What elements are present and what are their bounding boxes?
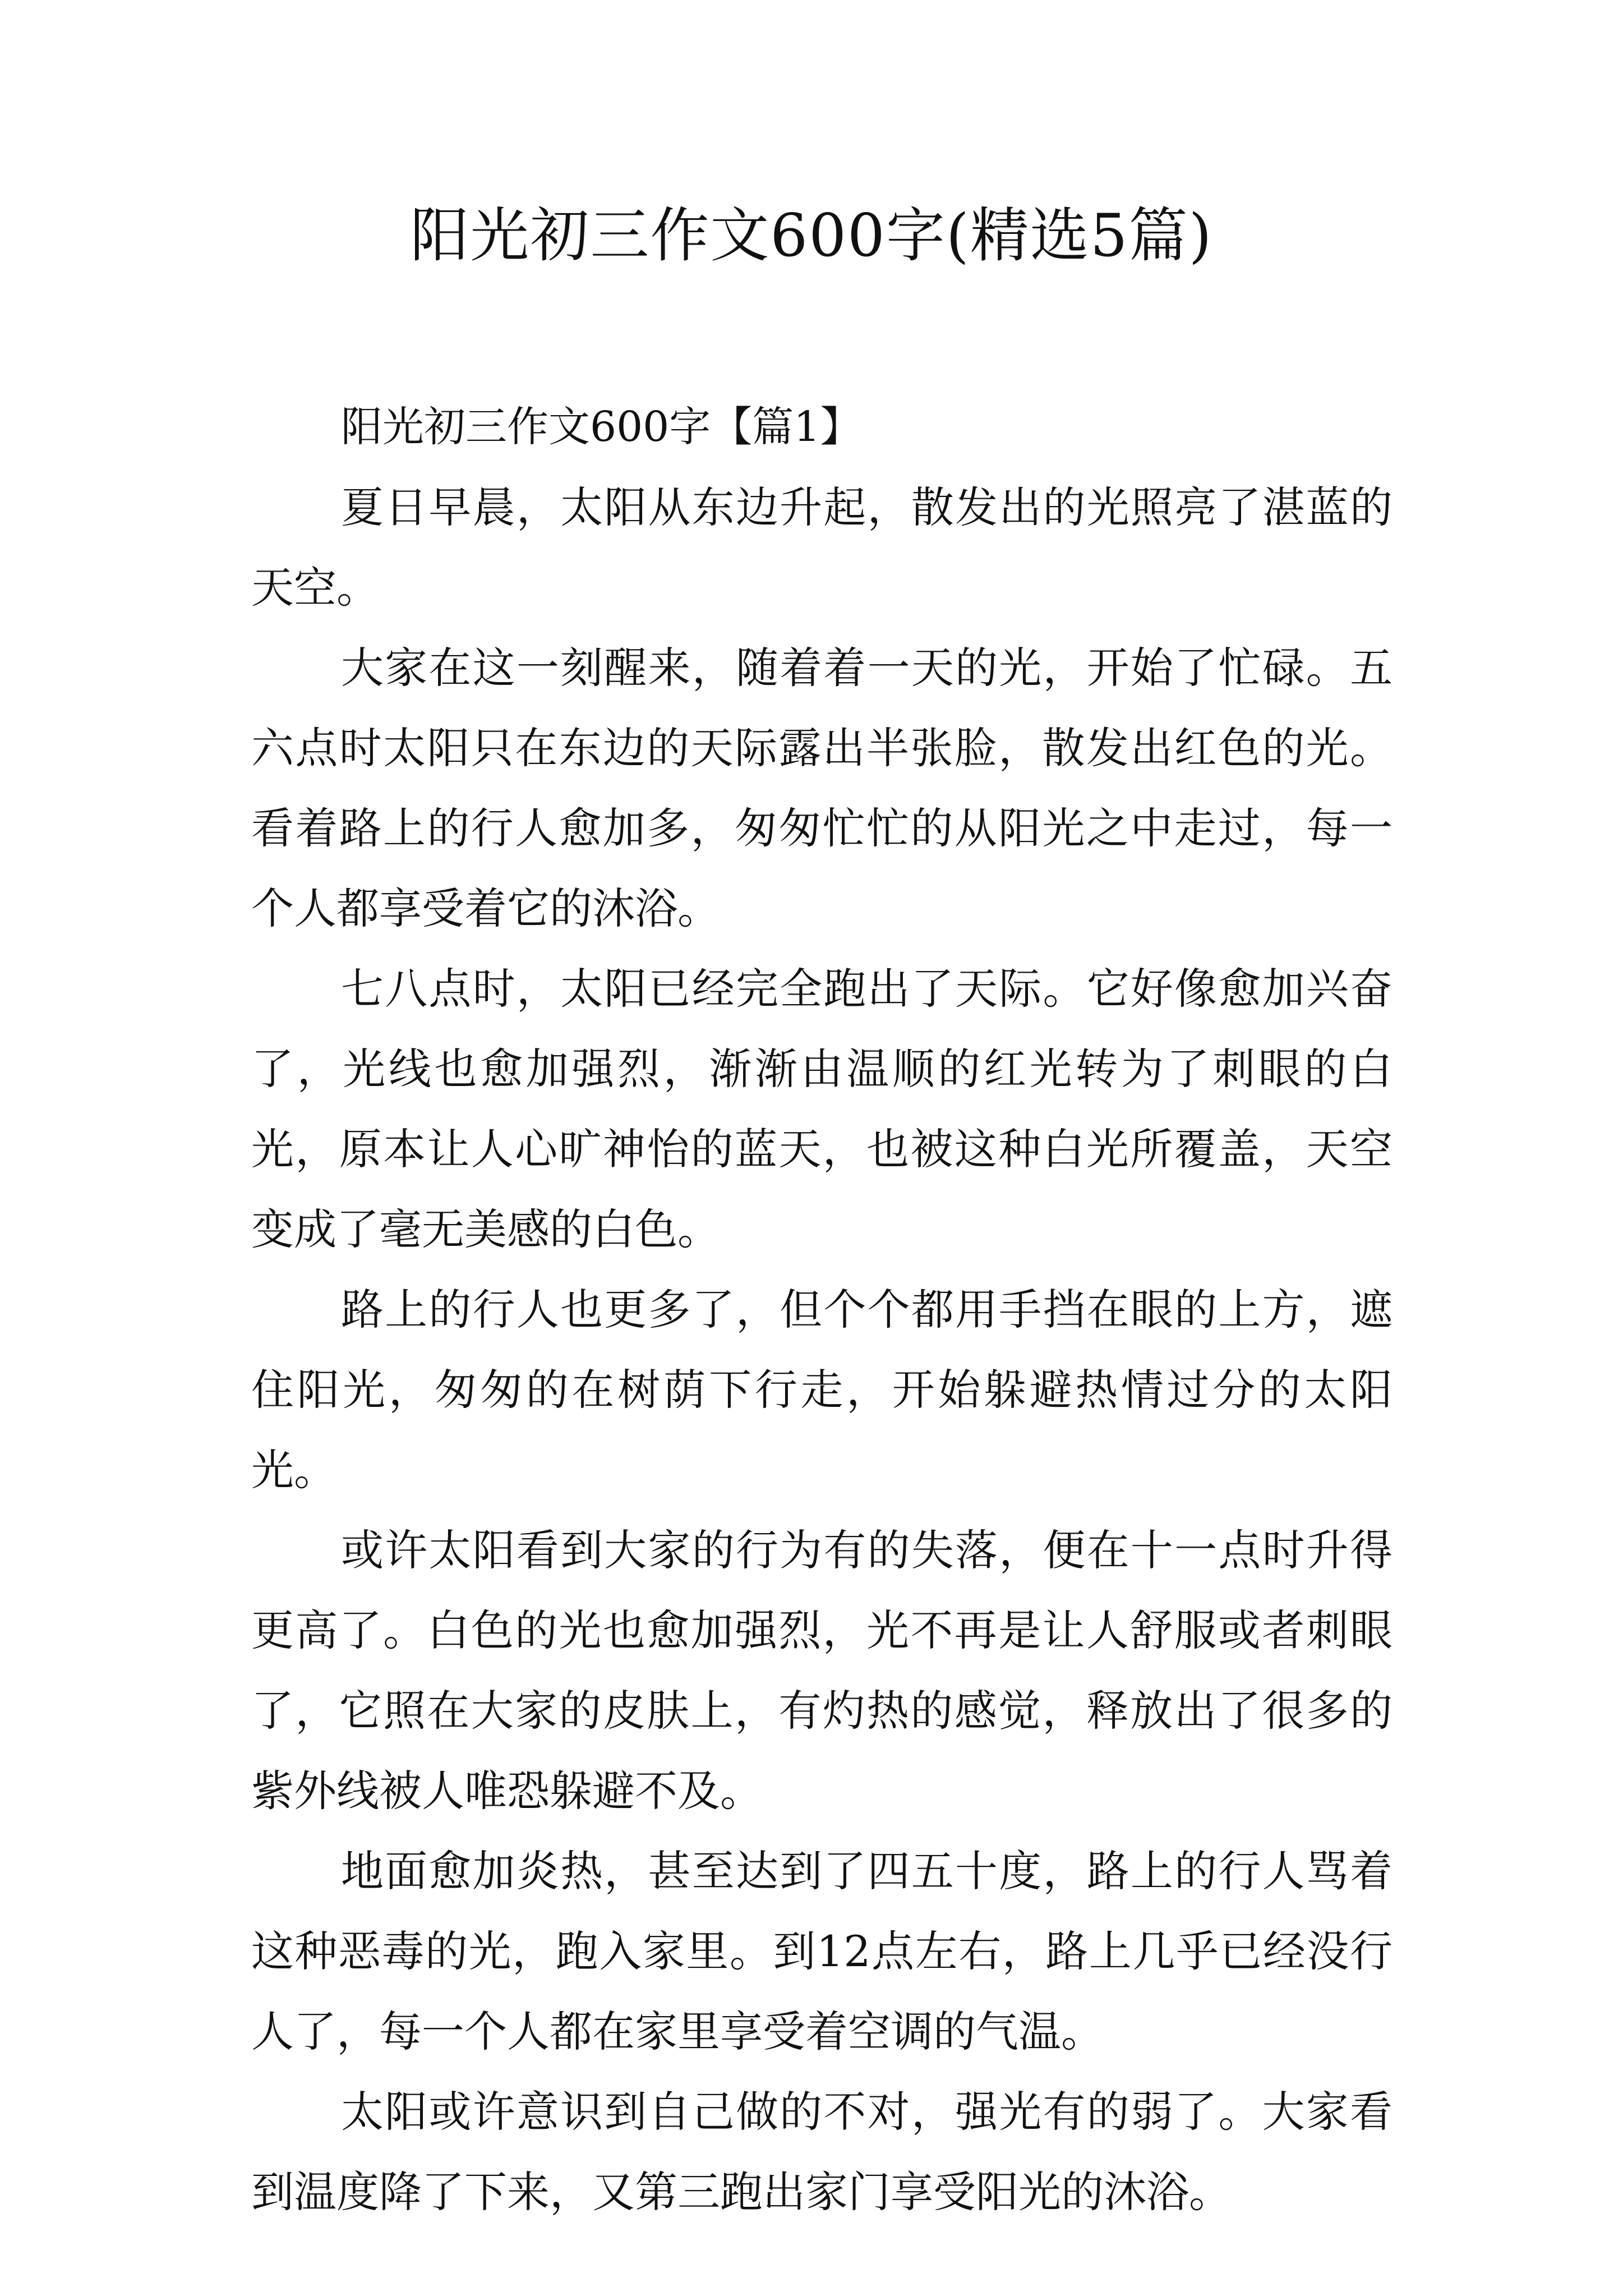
paragraph-2: 大家在这一刻醒来，随着着一天的光，开始了忙碌。五六点时太阳只在东边的天际露出半张脸，散发出红色的光。看着路上的行人愈加多，匆匆忙忙的从阳光之中走过，每一个人都享受着它的沐浴。 <box>251 643 1393 933</box>
paragraph-7: 太阳或许意识到自己做的不对，强光有的弱了。大家看到温度降了下来，又第三跑出家门享受阳光的沐浴。 <box>251 2087 1393 2217</box>
document-title: 阳光初三作文600字(精选5篇) <box>410 201 1213 270</box>
paragraph-1: 夏日早晨，太阳从东边升起，散发出的光照亮了湛蓝的天空。 <box>251 482 1393 613</box>
paragraph-3: 七八点时，太阳已经完全跑出了天际。它好像愈加兴奋了，光线也愈加强烈，渐渐由温顺的红光转为了刺眼的白光，原本让人心旷神怡的蓝天，也被这种白光所覆盖，天空变成了毫无美感的白色。 <box>251 964 1393 1254</box>
paragraph-5: 或许太阳看到大家的行为有的失落，便在十一点时升得更高了。白色的光也愈加强烈，光不再是让人舒服或者刺眼了，它照在大家的皮肤上，有灼热的感觉，释放出了很多的紫外线被人唯恐躲避不及。 <box>251 1525 1393 1816</box>
section-heading: 阳光初三作文600字【篇1】 <box>341 403 862 451</box>
document-body <box>251 387 1393 2232</box>
paragraph-6: 地面愈加炎热，甚至达到了四五十度，路上的行人骂着这种恶毒的光，跑入家里。到12点左右，路上几乎已经没行人了，每一个人都在家里享受着空调的气温。 <box>251 1846 1393 2056</box>
paragraph-4: 路上的行人也更多了，但个个都用手挡在眼的上方，遮住阳光，匆匆的在树荫下行走，开始躲避热情过分的太阳光。 <box>251 1285 1393 1495</box>
